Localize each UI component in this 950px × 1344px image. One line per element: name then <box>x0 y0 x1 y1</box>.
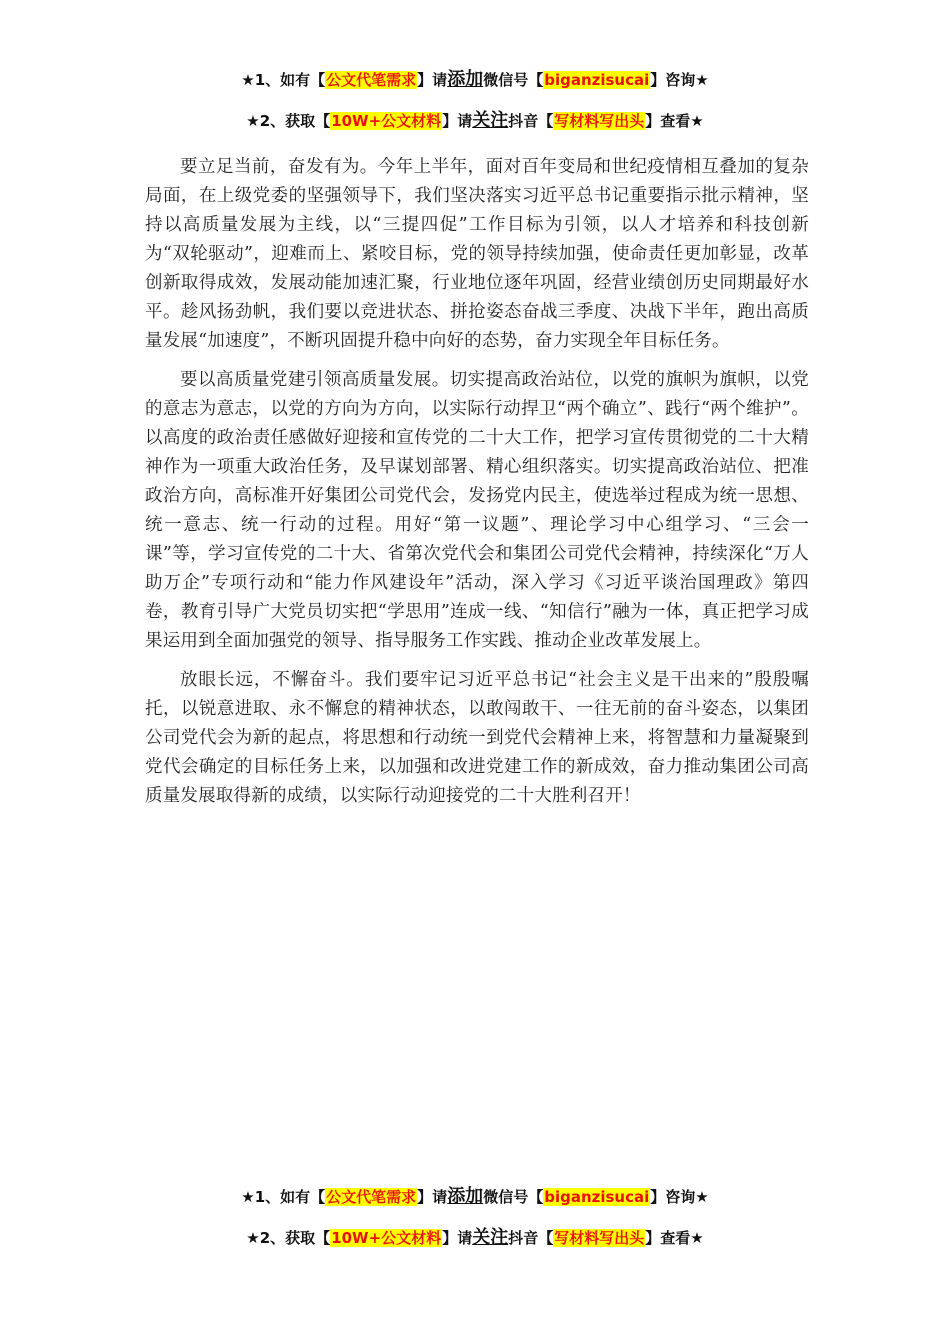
banner-text: 抖音【 <box>508 1229 554 1247</box>
banner-text: 】请 <box>417 1188 448 1206</box>
paragraph-2: 要以高质量党建引领高质量发展。切实提高政治站位，以党的旗帜为旗帜，以党的意志为意志，以党的方向为方向，以实际行动捍卫“两个确立”、践行“两个维护”。以高度的政治责任感做好迎接和宣传党的二十大工作，把学习宣传贯彻党的二十大精神作为一项重大政治任务，及早谋划部署、精心组织落实。切实提高政治站位、把准政治方向，高标准开好集团公司党代会，发扬党内民主，使选举过程成为统一思想、统一意志、统一行动的过程。用好“第一议题”、理论学习中心组学习、“三会一课”等，学习宣传党的二十大、省第次党代会和集团公司党代会精神，持续深化“万人助万企”专项行动和“能力作风建设年”活动，深入学习《习近平谈治国理政》第四卷，教育引导广大党员切实把“学思用”连成一线、“知信行”融为一体，真正把学习成果运用到全面加强党的领导、指导服务工作实践、推动企业改革发展上。 <box>145 370 809 651</box>
banner-highlight: 公文代笔需求 <box>326 71 417 89</box>
banner-text: 微信号【 <box>483 71 544 89</box>
banner-highlight: 写材料写出头 <box>554 112 645 130</box>
banner-highlight: biganzisucai <box>544 1188 650 1206</box>
banner-emphasis: 添加 <box>447 1186 484 1207</box>
banner-emphasis: 关注 <box>472 110 509 131</box>
banner-text: 微信号【 <box>483 1188 544 1206</box>
banner-text: ★1、如有【 <box>241 71 326 89</box>
banner-text: 】咨询★ <box>650 1188 709 1206</box>
banner-text: 】咨询★ <box>650 71 709 89</box>
banner-text: 抖音【 <box>508 112 554 130</box>
banner-text: 】查看★ <box>645 112 704 130</box>
banner-highlight: biganzisucai <box>544 71 650 89</box>
banner-highlight: 10W+公文材料 <box>331 112 442 130</box>
paragraph-1: 要立足当前，奋发有为。今年上半年，面对百年变局和世纪疫情相互叠加的复杂局面，在上级党委的坚强领导下，我们坚决落实习近平总书记重要指示批示精神，坚持以高质量发展为主线，以“三提四促”工作目标为引领，以人才培养和科技创新为“双轮驱动”，迎难而上、紧咬目标，党的领导持续加强，使命责任更加彰显，改革创新取得成效，发展动能加速汇聚，行业地位逐年巩固，经营业绩创历史同期最好水平。趁风扬劲帆，我们要以竞进状态、拼抢姿态奋战三季度、决战下半年，跑出高质量发展“加速度”，不断巩固提升稳中向好的态势，奋力实现全年目标任务。 <box>145 157 809 351</box>
banner-text: 】请 <box>417 71 448 89</box>
banner-emphasis: 关注 <box>472 1227 509 1248</box>
banner-text: 】请 <box>442 112 473 130</box>
banner-text: ★1、如有【 <box>241 1188 326 1206</box>
banner-text: ★2、获取【 <box>246 1229 331 1247</box>
bottom-banner-line-2 <box>0 1227 950 1249</box>
banner-emphasis: 添加 <box>447 69 484 90</box>
banner-text: 】请 <box>442 1229 473 1247</box>
top-banner-line-2 <box>0 110 950 132</box>
bottom-banner-line-1 <box>0 1186 950 1208</box>
top-banner-line-1 <box>0 69 950 91</box>
banner-text: 】查看★ <box>645 1229 704 1247</box>
banner-highlight: 10W+公文材料 <box>331 1229 442 1247</box>
document-body <box>145 153 809 821</box>
banner-text: ★2、获取【 <box>246 112 331 130</box>
paragraph-3: 放眼长远，不懈奋斗。我们要牢记习近平总书记“社会主义是干出来的”殷殷嘱托，以锐意进取、永不懈怠的精神状态，以敢闯敢干、一往无前的奋斗姿态，以集团公司党代会为新的起点，将思想和行动统一到党代会精神上来，将智慧和力量凝聚到党代会确定的目标任务上来，以加强和改进党建工作的新成效，奋力推动集团公司高质量发展取得新的成绩，以实际行动迎接党的二十大胜利召开！ <box>145 670 809 806</box>
banner-highlight: 写材料写出头 <box>554 1229 645 1247</box>
banner-highlight: 公文代笔需求 <box>326 1188 417 1206</box>
